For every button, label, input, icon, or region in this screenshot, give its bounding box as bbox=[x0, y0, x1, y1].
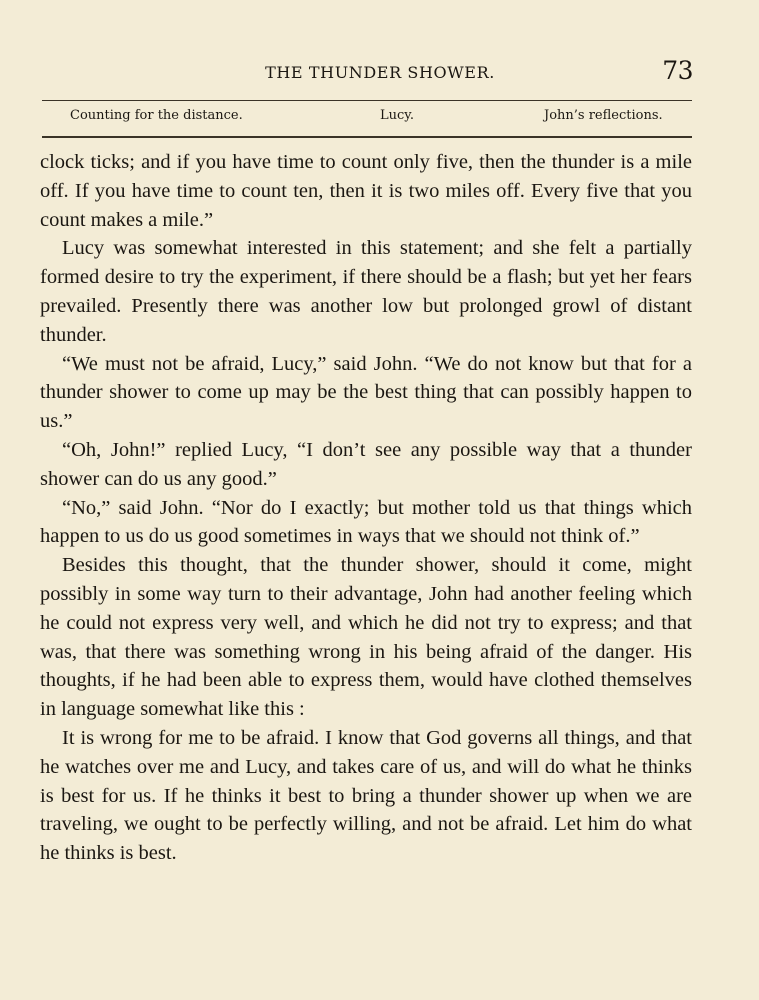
header-rule-bottom bbox=[42, 136, 692, 138]
header-rule-top bbox=[42, 100, 692, 101]
running-title: THE THUNDER SHOWER. bbox=[265, 63, 495, 82]
body-text bbox=[40, 148, 692, 868]
topic-reflections: John’s reflections. bbox=[544, 108, 663, 123]
paragraph: “No,” said John. “Nor do I exactly; but mother told us that things which happen to us do us good sometimes in ways that we should not think of.” bbox=[40, 496, 692, 548]
paragraph: clock ticks; and if you have time to count only five, then the thunder is a mile off. If you have time to count ten, then it is two miles off. Every five that you count makes a mile.” bbox=[40, 151, 692, 231]
paragraph: It is wrong for me to be afraid. I know that God governs all things, and that he watches over me and Lucy, and takes care of us, and will do what he thinks is best for us. If he thinks it best to bring a thunder shower up when we are traveling, we ought to be perfectly willing, and not be afraid. Let him do what he thinks is best. bbox=[40, 726, 692, 865]
marginal-topics bbox=[70, 108, 692, 130]
paragraph: “We must not be afraid, Lucy,” said John. “We do not know but that for a thunder shower to come up may be the best thing that can possibly happen to us.” bbox=[40, 352, 692, 433]
topic-counting: Counting for the distance. bbox=[70, 108, 243, 123]
paragraph: “Oh, John!” replied Lucy, “I don’t see any possible way that a thunder shower can do us any good.” bbox=[40, 438, 692, 490]
page-header bbox=[30, 56, 693, 88]
page-number: 73 bbox=[662, 56, 693, 85]
topic-lucy: Lucy. bbox=[380, 108, 415, 123]
paragraph: Besides this thought, that the thunder shower, should it come, might possibly in some way turn to their advantage, John had another feeling which he could not express very well, and which he did not try to express; and that was, that there was something wrong in his being afraid of the danger. His thoughts, if he had been able to express them, would have clothed themselves in language somewhat like this : bbox=[40, 554, 692, 721]
paragraph: Lucy was somewhat interested in this statement; and she felt a partially formed desire to try the experiment, if there should be a flash; but yet her fears prevailed. Presently there was another low but prolonged growl of distant thunder. bbox=[40, 237, 692, 346]
